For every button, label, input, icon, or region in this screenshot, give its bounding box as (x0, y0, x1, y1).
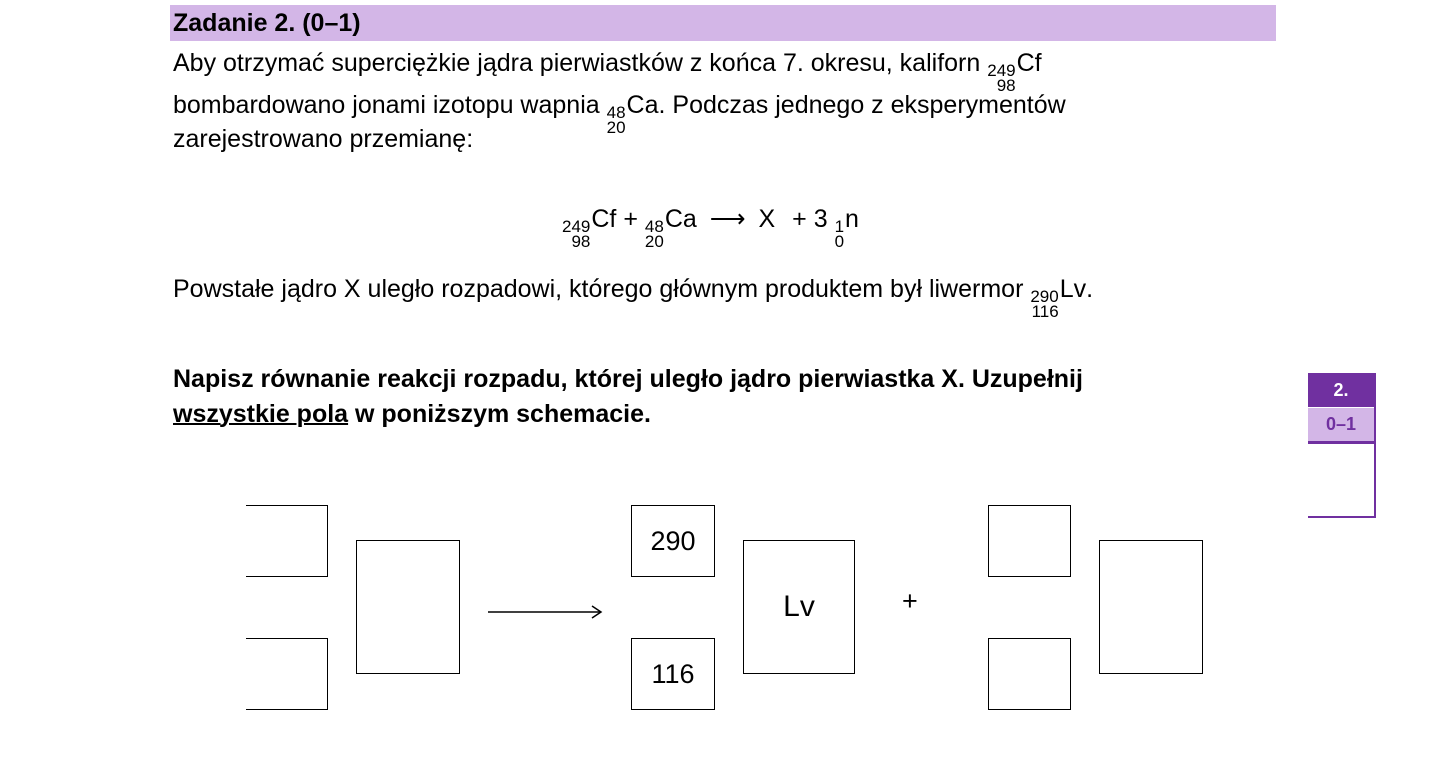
mass-number: 1 (834, 217, 845, 236)
intro-text-1: Aby otrzymać superciężkie jądra pierwiastków z końca 7. okresu, kaliforn (173, 49, 981, 77)
plus-sign: + (623, 205, 638, 233)
reactant-cf (562, 202, 616, 249)
mass-number: 48 (644, 217, 664, 236)
element-symbol: Ca (664, 205, 697, 233)
atomic-number: 116 (1031, 302, 1059, 321)
instruction-underlined: wszystkie pola (173, 400, 349, 428)
atomic-number: 20 (606, 118, 626, 137)
x-mass-number-field[interactable] (246, 505, 328, 577)
x-symbol-field[interactable] (356, 540, 460, 674)
decay-sentence (173, 272, 1093, 319)
instruction-rest: w poniższym schemacie. (348, 400, 651, 428)
lv-atomic-number: 116 (651, 658, 695, 689)
score-points: 0–1 (1308, 408, 1374, 444)
atomic-number: 0 (834, 232, 845, 251)
atomic-number: 98 (996, 76, 1016, 95)
lv-symbol-box (743, 540, 855, 674)
score-task-number: 2. (1308, 373, 1374, 407)
lv-symbol: Lv (783, 590, 815, 623)
isotope-ca (607, 88, 659, 135)
intro-text-2a: bombardowano jonami izotopu wapnia (173, 91, 600, 119)
element-symbol: Lv (1059, 275, 1087, 303)
lv-mass-number: 290 (650, 525, 696, 556)
lv-mass-number-box (631, 505, 715, 577)
decay-text: Powstałe jądro X uległo rozpadowi, którego głównym produktem był liwermor (173, 275, 1024, 303)
instruction-line-2 (173, 397, 651, 432)
mass-number: 48 (606, 103, 626, 122)
reaction-equation (562, 202, 859, 249)
period: . (1086, 275, 1094, 303)
element-symbol: Cf (1016, 49, 1042, 77)
particle-atomic-number-field[interactable] (988, 638, 1071, 710)
atomic-number: 20 (644, 232, 664, 251)
mass-number: 249 (987, 61, 1016, 80)
atomic-number: 98 (571, 232, 591, 251)
isotope-lv (1030, 272, 1086, 319)
task-title: Zadanie 2. (0–1) (173, 9, 361, 37)
intro-line-3: zarejestrowano przemianę: (173, 125, 474, 153)
element-symbol: Ca (626, 91, 659, 119)
particle-symbol-field[interactable] (1099, 540, 1203, 674)
score-border-bottom (1308, 516, 1376, 518)
intro-text-2b: . Podczas jednego z eksperymentów (658, 91, 1066, 119)
isotope-cf (987, 46, 1041, 93)
x-atomic-number-field[interactable] (246, 638, 328, 710)
particle-mass-number-field[interactable] (988, 505, 1071, 577)
scheme-plus: + (902, 586, 918, 616)
mass-number: 249 (562, 217, 591, 236)
intro-line-1 (173, 46, 1042, 93)
element-symbol: n (845, 205, 859, 233)
mass-number: 290 (1030, 287, 1059, 306)
reactant-ca (645, 202, 697, 249)
scheme-arrow-icon (488, 600, 604, 624)
score-box (1308, 373, 1376, 518)
neutron (835, 202, 859, 249)
product-x: X (758, 205, 776, 233)
reaction-arrow: ⟶ (709, 205, 746, 233)
plus-three: + 3 (792, 205, 828, 233)
score-border-right (1374, 373, 1376, 518)
element-symbol: Cf (591, 205, 617, 233)
instruction-line-1: Napisz równanie reakcji rozpadu, której uległo jądro pierwiastka X. Uzupełnij (173, 365, 1083, 393)
lv-atomic-number-box (631, 638, 715, 710)
